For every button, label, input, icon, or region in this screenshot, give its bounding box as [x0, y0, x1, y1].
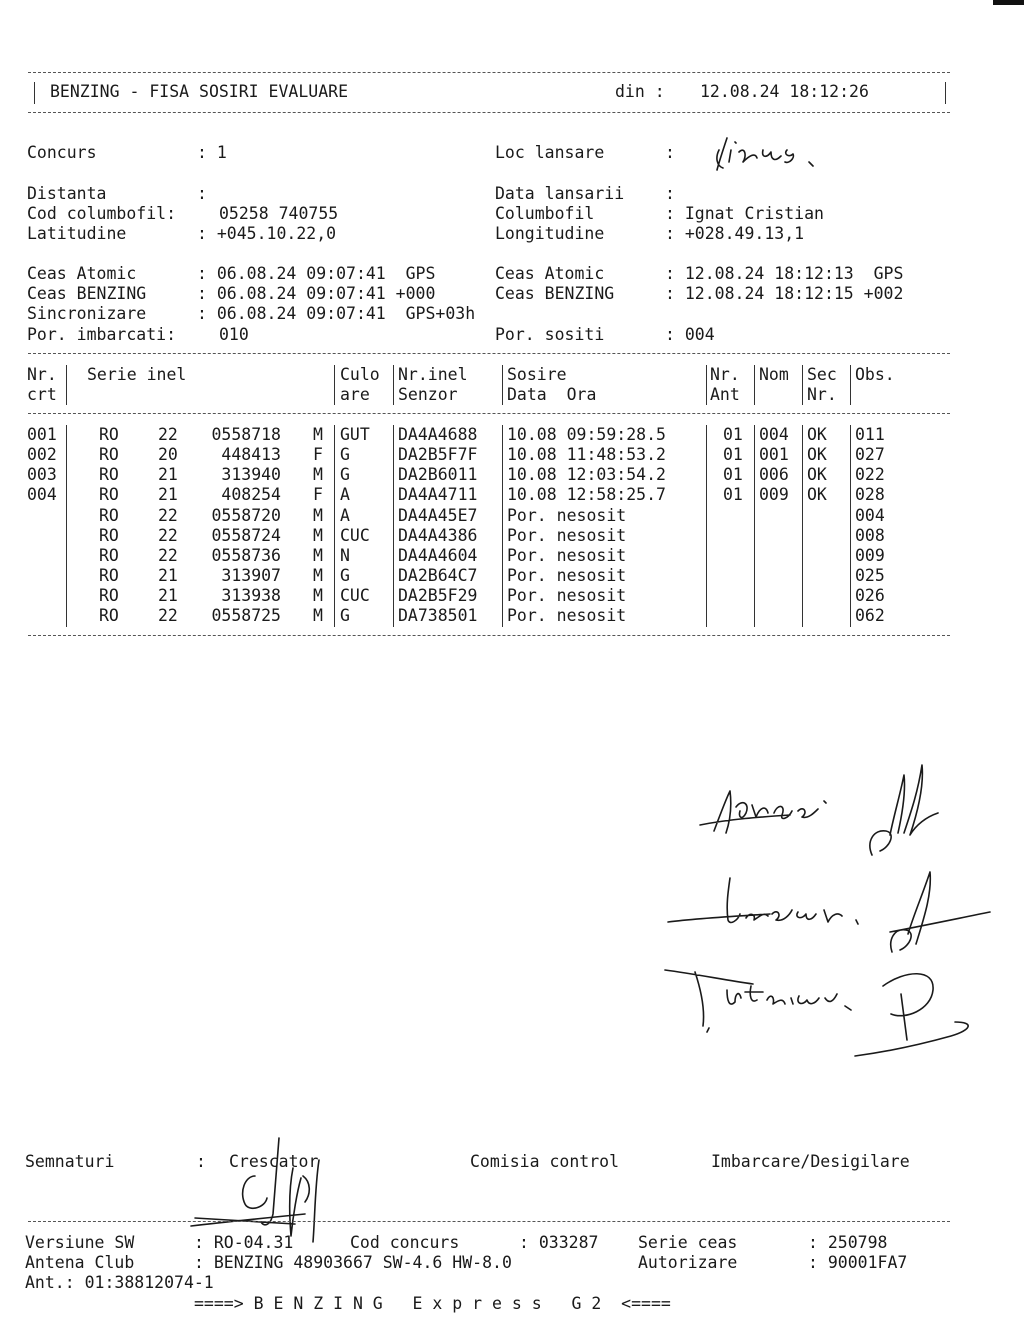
row-inel: 408254 [221, 485, 281, 504]
row-inel: 313907 [221, 566, 281, 585]
ceas-benzing-label: Ceas BENZING [27, 284, 147, 303]
col-header-nom: Nom [759, 365, 789, 384]
row-sosire: Por. nesosit [507, 606, 627, 625]
row-tara: RO [99, 586, 119, 605]
row-an: 22 [158, 546, 178, 565]
col-header-sec: Sec [807, 365, 837, 384]
divider [28, 112, 950, 113]
scan-edge-mark [993, 0, 1024, 5]
row-sosire: Por. nesosit [507, 506, 627, 525]
loc-lansare-colon: : [665, 143, 675, 162]
row-inel: 0558725 [211, 606, 281, 625]
col-sep [502, 365, 503, 405]
divider [28, 635, 950, 636]
row-inel: 313938 [221, 586, 281, 605]
col-header-nr-ant: Nr. [710, 365, 740, 384]
row-senzor: DA4A4386 [398, 526, 478, 545]
row-tara: RO [99, 566, 119, 585]
row-inel: 0558718 [211, 425, 281, 444]
col-sep [66, 365, 67, 405]
ceas-atomic-label: Ceas Atomic [27, 264, 137, 283]
row-sex: M [313, 465, 323, 484]
longitudine-label: Longitudine [495, 224, 605, 243]
serie-ceas-value: : 250798 [808, 1233, 888, 1252]
comisia-control-label: Comisia control [470, 1152, 620, 1171]
row-sosire: 10.08 11:48:53.2 [507, 445, 666, 464]
row-obs: 062 [855, 606, 885, 625]
row-culoare: A [340, 485, 350, 504]
row-nr: 002 [27, 445, 57, 464]
col-sep [850, 365, 851, 405]
row-senzor: DA2B5F29 [398, 586, 478, 605]
row-sec: OK [807, 445, 827, 464]
row-tara: RO [99, 425, 119, 444]
row-sex: M [313, 526, 323, 545]
row-culoare: G [340, 445, 350, 464]
table-row [0, 566, 1024, 586]
row-obs: 009 [855, 546, 885, 565]
autorizare-value: : 90001FA7 [808, 1253, 908, 1272]
col-sep [706, 365, 707, 405]
data-lansarii-label: Data lansarii [495, 184, 625, 203]
row-tara: RO [99, 526, 119, 545]
col-header-senzor: Senzor [398, 385, 458, 404]
row-nom: 001 [759, 445, 789, 464]
porumbei-imbarcati-label: Por. imbarcati: [27, 325, 177, 344]
row-senzor: DA4A4604 [398, 546, 478, 565]
row-sex: M [313, 606, 323, 625]
handwritten-loc-lansare [705, 128, 835, 174]
row-obs: 028 [855, 485, 885, 504]
sincronizare-label: Sincronizare [27, 304, 147, 323]
col-header-crt: crt [27, 385, 57, 404]
row-sex: M [313, 566, 323, 585]
header-border-right [945, 82, 946, 104]
row-obs: 008 [855, 526, 885, 545]
row-inel: 0558720 [211, 506, 281, 525]
row-senzor: DA4A4688 [398, 425, 478, 444]
ceas-atomic-end: : 12.08.24 18:12:13 GPS [665, 264, 904, 283]
row-an: 22 [158, 526, 178, 545]
row-obs: 026 [855, 586, 885, 605]
row-tara: RO [99, 546, 119, 565]
row-an: 22 [158, 506, 178, 525]
row-sex: M [313, 506, 323, 525]
row-sex: F [313, 485, 323, 504]
row-ant: 01 [723, 425, 743, 444]
semnaturi-colon: : [196, 1152, 206, 1171]
handwritten-signature-salasei [690, 755, 950, 865]
row-senzor: DA2B5F7F [398, 445, 478, 464]
date-label: din : [615, 82, 665, 101]
sincronizare-value: : 06.08.24 09:07:41 GPS+03h [197, 304, 476, 323]
concurs-label: Concurs [27, 143, 97, 162]
table-row [0, 445, 1024, 465]
crescator-label: Crescator [229, 1152, 319, 1171]
autorizare-label: Autorizare [638, 1253, 738, 1272]
divider [28, 353, 950, 354]
row-ant: 01 [723, 445, 743, 464]
imbarcare-desigilare-label: Imbarcare/Desigilare [711, 1152, 910, 1171]
row-an: 22 [158, 606, 178, 625]
row-culoare: G [340, 465, 350, 484]
table-row [0, 526, 1024, 546]
ceas-atomic-start: : 06.08.24 09:07:41 GPS [197, 264, 436, 283]
row-an: 21 [158, 465, 178, 484]
row-nr: 003 [27, 465, 57, 484]
ceas-atomic-label-end: Ceas Atomic [495, 264, 605, 283]
row-sec: OK [807, 465, 827, 484]
col-header-culoare-2: are [340, 385, 370, 404]
row-obs: 027 [855, 445, 885, 464]
row-sex: M [313, 425, 323, 444]
cod-columbofil-value: 05258 740755 [219, 204, 339, 223]
cod-concurs-label: Cod concurs [350, 1233, 460, 1252]
table-row [0, 586, 1024, 606]
col-header-sosire: Sosire [507, 365, 567, 384]
longitudine-value: : +028.49.13,1 [665, 224, 805, 243]
row-culoare: G [340, 566, 350, 585]
ceas-benzing-label-end: Ceas BENZING [495, 284, 615, 303]
row-inel: 0558724 [211, 526, 281, 545]
versiune-sw-value: : RO-04.31 [194, 1233, 294, 1252]
col-sep [393, 365, 394, 405]
row-tara: RO [99, 445, 119, 464]
print-date: 12.08.24 18:12:26 [700, 82, 869, 101]
col-header-nr-inel: Nr.inel [398, 365, 468, 384]
row-tara: RO [99, 606, 119, 625]
row-nom: 006 [759, 465, 789, 484]
table-row [0, 465, 1024, 485]
porumbei-sositi-value: : 004 [665, 325, 715, 344]
ceas-benzing-end: : 12.08.24 18:12:15 +002 [665, 284, 904, 303]
row-sosire: Por. nesosit [507, 546, 627, 565]
row-culoare: G [340, 606, 350, 625]
row-sosire: Por. nesosit [507, 586, 627, 605]
col-sep [334, 365, 335, 405]
columbofil-label: Columbofil [495, 204, 595, 223]
table-row [0, 546, 1024, 566]
row-senzor: DA4A45E7 [398, 506, 478, 525]
row-sec: OK [807, 425, 827, 444]
col-header-ant: Ant [710, 385, 740, 404]
header-border-left [34, 82, 35, 104]
row-sosire: 10.08 12:58:25.7 [507, 485, 666, 504]
latitudine-value: : +045.10.22,0 [197, 224, 337, 243]
row-an: 21 [158, 586, 178, 605]
semnaturi-label: Semnaturi [25, 1152, 115, 1171]
brand-banner: ====> B E N Z I N G E x p r e s s G 2 <==== [194, 1294, 671, 1313]
document-title: BENZING - FISA SOSIRI EVALUARE [50, 82, 349, 101]
loc-lansare-label: Loc lansare [495, 143, 605, 162]
row-culoare: GUT [340, 425, 370, 444]
row-an: 22 [158, 425, 178, 444]
col-header-obs: Obs. [855, 365, 895, 384]
versiune-sw-label: Versiune SW [25, 1233, 135, 1252]
table-row [0, 506, 1024, 526]
row-culoare: A [340, 506, 350, 525]
col-header-sec-nr: Nr. [807, 385, 837, 404]
table-row [0, 606, 1024, 626]
row-inel: 0558736 [211, 546, 281, 565]
row-culoare: N [340, 546, 350, 565]
row-an: 21 [158, 485, 178, 504]
table-row [0, 485, 1024, 505]
row-ant: 01 [723, 485, 743, 504]
col-sep [802, 365, 803, 405]
divider [28, 72, 950, 73]
row-sex: M [313, 546, 323, 565]
row-nr: 001 [27, 425, 57, 444]
divider [28, 1221, 950, 1222]
row-tara: RO [99, 506, 119, 525]
row-an: 20 [158, 445, 178, 464]
row-sosire: 10.08 09:59:28.5 [507, 425, 666, 444]
row-culoare: CUC [340, 586, 370, 605]
antena-club-label: Antena Club [25, 1253, 135, 1272]
cod-columbofil-label: Cod columbofil: [27, 204, 177, 223]
row-senzor: DA2B64C7 [398, 566, 478, 585]
columbofil-value: : Ignat Cristian [665, 204, 824, 223]
row-senzor: DA4A4711 [398, 485, 478, 504]
row-sex: F [313, 445, 323, 464]
table-row [0, 425, 1024, 445]
latitudine-label: Latitudine [27, 224, 127, 243]
concurs-value: : 1 [197, 143, 227, 162]
row-sosire: 10.08 12:03:54.2 [507, 465, 666, 484]
col-header-nr: Nr. [27, 365, 57, 384]
antena-id: Ant.: 01:38812074-1 [25, 1273, 214, 1292]
ceas-benzing-start: : 06.08.24 09:07:41 +000 [197, 284, 436, 303]
col-header-culoare: Culo [340, 365, 380, 384]
row-inel: 313940 [221, 465, 281, 484]
distanta-value: : [197, 184, 207, 203]
row-senzor: DA738501 [398, 606, 478, 625]
row-nom: 004 [759, 425, 789, 444]
porumbei-sositi-label: Por. sositi [495, 325, 605, 344]
row-an: 21 [158, 566, 178, 585]
row-culoare: CUC [340, 526, 370, 545]
row-ant: 01 [723, 465, 743, 484]
row-tara: RO [99, 465, 119, 484]
cod-concurs-value: : 033287 [519, 1233, 599, 1252]
divider [28, 413, 950, 414]
row-nom: 009 [759, 485, 789, 504]
row-tara: RO [99, 485, 119, 504]
row-sosire: Por. nesosit [507, 526, 627, 545]
row-obs: 011 [855, 425, 885, 444]
row-sosire: Por. nesosit [507, 566, 627, 585]
handwritten-signature-tuturian [655, 960, 995, 1060]
col-header-data-ora: Data Ora [507, 385, 597, 404]
antena-club-value: : BENZING 48903667 SW-4.6 HW-8.0 [194, 1253, 512, 1272]
distanta-label: Distanta [27, 184, 107, 203]
row-obs: 004 [855, 506, 885, 525]
serie-ceas-label: Serie ceas [638, 1233, 738, 1252]
row-sex: M [313, 586, 323, 605]
col-sep [754, 365, 755, 405]
porumbei-imbarcati-value: 010 [219, 325, 249, 344]
row-inel: 448413 [221, 445, 281, 464]
row-sec: OK [807, 485, 827, 504]
row-obs: 025 [855, 566, 885, 585]
handwritten-signature-enescu [660, 858, 1000, 958]
row-obs: 022 [855, 465, 885, 484]
col-header-serie: Serie inel [87, 365, 187, 384]
row-senzor: DA2B6011 [398, 465, 478, 484]
row-nr: 004 [27, 485, 57, 504]
data-lansarii-value: : [665, 184, 675, 203]
